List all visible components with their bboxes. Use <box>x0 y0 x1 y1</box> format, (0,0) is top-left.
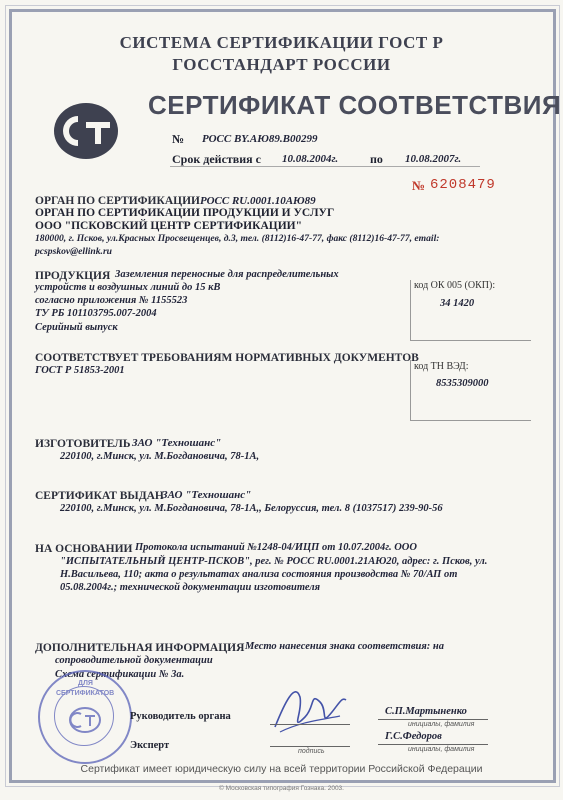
okp-label: код ОК 005 (ОКП): <box>414 280 496 291</box>
expert-name-line <box>378 744 488 745</box>
organ-code: РОСС RU.0001.10АЮ89 <box>200 195 316 207</box>
head-label: Руководитель органа <box>130 711 231 722</box>
organ-email: pcspskov@ellink.ru <box>35 246 113 257</box>
footer-validity: Сертификат имеет юридическую силу на всей территории Российской Федерации <box>80 763 483 775</box>
signature-caption: подпись <box>298 748 325 755</box>
organ-name1: ОРГАН ПО СЕРТИФИКАЦИИ ПРОДУКЦИИ И УСЛУГ <box>35 207 335 219</box>
head-name-line <box>378 719 488 720</box>
additional-label: ДОПОЛНИТЕЛЬНАЯ ИНФОРМАЦИЯ <box>35 642 245 654</box>
basis-line2: "ИСПЫТАТЕЛЬНЫЙ ЦЕНТР-ПСКОВ", рег. № РОСС RU.0001.21АЮ20, адрес: г. Псков, ул. <box>60 556 488 567</box>
issued-label: СЕРТИФИКАТ ВЫДАН <box>35 490 164 502</box>
number-sign: № <box>172 132 185 146</box>
stamp-logo-icon <box>68 706 102 739</box>
product-label: ПРОДУКЦИЯ <box>35 270 111 282</box>
certificate-title: СЕРТИФИКАТ СООТВЕТСТВИЯ <box>148 90 562 120</box>
head-sign-line <box>270 724 350 725</box>
basis-line1: Протокола испытаний №1248-04/ИЦП от 10.07.2004г. ООО <box>135 542 417 553</box>
footer-printer: © Московская типография Гознака. 2003. <box>219 785 344 792</box>
head-initials-caption: инициалы, фамилия <box>408 721 475 728</box>
organ-name2: ООО "ПСКОВСКИЙ ЦЕНТР СЕРТИФИКАЦИИ" <box>35 220 302 232</box>
valid-from: 10.08.2004г. <box>282 153 339 165</box>
head-signature-icon <box>270 672 350 747</box>
basis-label: НА ОСНОВАНИИ <box>35 543 133 555</box>
expert-name: Г.С.Федоров <box>385 731 442 742</box>
expert-initials-caption: инициалы, фамилия <box>408 746 475 753</box>
organ-address: 180000, г. Псков, ул.Красных Просвещенцев, д.3, тел. (8112)16-47-77, факс (8112)16-47-77, email: <box>35 233 440 244</box>
head-name: С.П.Мартыненко <box>385 706 467 717</box>
gosstandart-title: ГОССТАНДАРТ РОССИИ <box>172 55 391 74</box>
stamp-text: СЕРТИФИКАТОВ <box>56 690 115 697</box>
additional-line1: Место нанесения знака соответствия: на <box>245 641 444 652</box>
valid-to: 10.08.2007г. <box>405 153 462 165</box>
basis-line3: Н.Васильева, 110; акта о результатах анализа состояния производства № 70/АП от <box>60 569 458 580</box>
organ-label: ОРГАН ПО СЕРТИФИКАЦИИ <box>35 195 200 207</box>
stamp-top-text: ДЛЯ <box>78 680 93 687</box>
tnved-value: 8535309000 <box>436 378 489 389</box>
manufacturer-label: ИЗГОТОВИТЕЛЬ <box>35 438 131 450</box>
okp-value: 34 1420 <box>440 298 475 309</box>
valid-to-label: по <box>370 152 383 166</box>
serial-number: 6208479 <box>430 177 496 193</box>
manufacturer-name: ЗАО "Техношанс" <box>132 437 222 449</box>
product-line2: устройств и воздушных линий до 15 кВ <box>35 282 221 293</box>
certificate-number: РОСС BY.АЮ89.В00299 <box>202 133 318 145</box>
tnved-label: код ТН ВЭД: <box>414 361 469 372</box>
basis-line4: 05.08.2004г.; технической документации изготовителя <box>60 582 321 593</box>
additional-line3: Схема сертификации № 3а. <box>55 669 185 680</box>
product-line1: Заземления переносные для распределительных <box>115 269 339 280</box>
validity-label: Срок действия с <box>172 152 261 166</box>
validity-line <box>170 166 480 167</box>
system-title: СИСТЕМА СЕРТИФИКАЦИИ ГОСТ Р <box>119 33 444 52</box>
expert-sign-line <box>270 746 350 747</box>
issued-address: 220100, г.Минск, ул. М.Богдановича, 78-1А,, Белоруссия, тел. 8 (1037517) 239-90-56 <box>60 503 443 514</box>
product-line4: ТУ РБ 101103795.007-2004 <box>35 308 157 319</box>
serial-sign: № <box>412 178 426 193</box>
product-line3: согласно приложения № 1155523 <box>35 295 188 306</box>
certification-stamp <box>38 670 132 764</box>
issued-name: ЗАО "Техношанс" <box>162 489 252 501</box>
manufacturer-address: 220100, г.Минск, ул. М.Богдановича, 78-1А, <box>60 451 260 462</box>
gost-r-logo-icon <box>52 100 122 162</box>
conformity-label: СООТВЕТСТВУЕТ ТРЕБОВАНИЯМ НОРМАТИВНЫХ ДОКУМЕНТОВ <box>35 352 419 364</box>
additional-line2: сопроводительной документации <box>55 655 213 666</box>
expert-label: Эксперт <box>130 740 170 751</box>
conformity-standard: ГОСТ Р 51853-2001 <box>35 365 125 376</box>
product-line5: Серийный выпуск <box>35 322 118 333</box>
